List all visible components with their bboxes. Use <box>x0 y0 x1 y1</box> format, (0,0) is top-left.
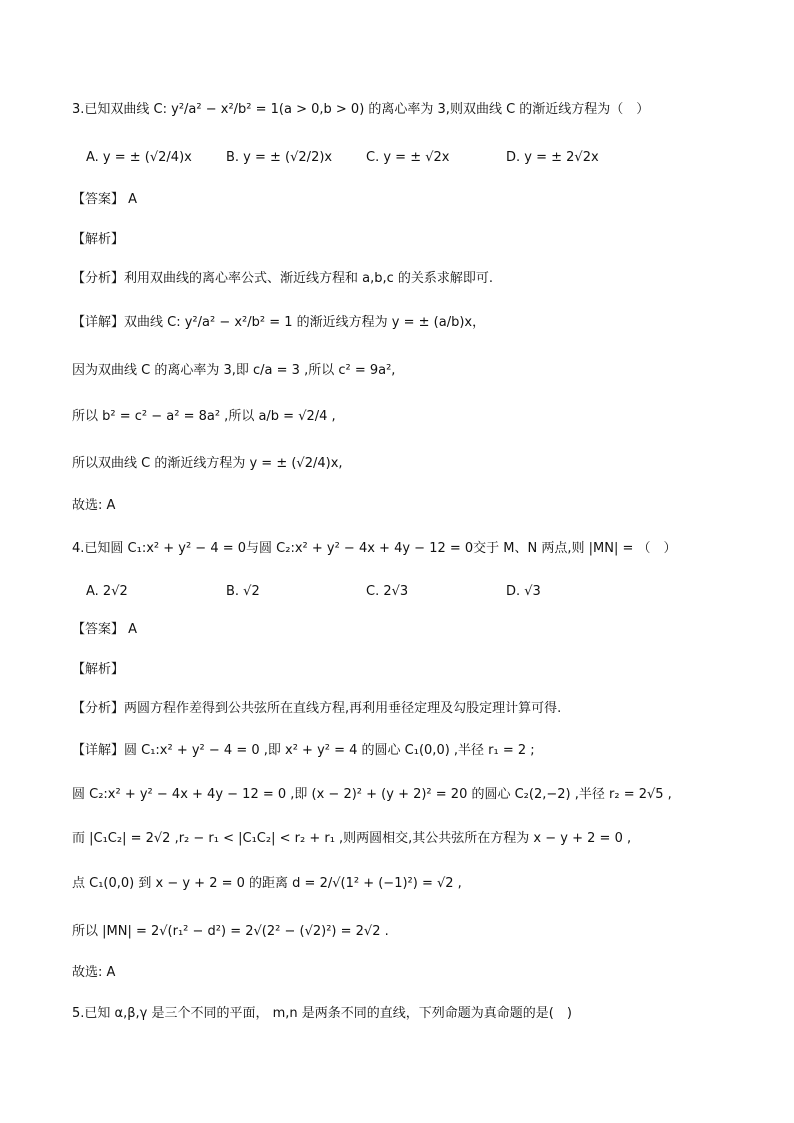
q3-option-d: D. y = ± 2√2x <box>506 150 599 165</box>
q3-jiexi-label: 【解析】 <box>72 232 125 247</box>
q4-choice: 故选: A <box>72 965 116 980</box>
q3-detail-line-1: 【详解】双曲线 C: y²/a² − x²/b² = 1 的渐近线方程为 y = ± (a/b)x， <box>72 315 486 330</box>
q4-analysis: 【分析】两圆方程作差得到公共弦所在直线方程,再利用垂径定理及勾股定理计算可得. <box>72 701 562 716</box>
q4-jiexi-label: 【解析】 <box>72 662 125 677</box>
q3-detail-line-2: 因为双曲线 C 的离心率为 3,即 c/a = 3 ,所以 c² = 9a², <box>72 363 396 378</box>
q4-detail-line-3: 而 |C₁C₂| = 2√2 ,r₂ − r₁ < |C₁C₂| < r₂ + r₁ ,则两圆相交,其公共弦所在方程为 x − y + 2 = 0 , <box>72 831 632 846</box>
q3-answer: 【答案】 A <box>72 192 138 207</box>
q4-stem: 4.已知圆 C₁:x² + y² − 4 = 0与圆 C₂:x² + y² − 4x + 4y − 12 = 0交于 M、N 两点,则 |MN| = （ ） <box>72 541 677 556</box>
q3-option-a: A. y = ± (√2/4)x <box>86 150 192 165</box>
q4-detail-line-4: 点 C₁(0,0) 到 x − y + 2 = 0 的距离 d = 2/√(1² + (−1)²) = √2 , <box>72 876 462 891</box>
q3-stem: 3.已知双曲线 C: y²/a² − x²/b² = 1(a > 0,b > 0) 的离心率为 3,则双曲线 C 的渐近线方程为（ ） <box>72 102 650 117</box>
q4-option-d: D. √3 <box>506 584 541 599</box>
q4-detail-line-1: 【详解】圆 C₁:x² + y² − 4 = 0 ,即 x² + y² = 4 的圆心 C₁(0,0) ,半径 r₁ = 2 ; <box>72 743 535 758</box>
q4-detail-line-5: 所以 |MN| = 2√(r₁² − d²) = 2√(2² − (√2)²) = 2√2 . <box>72 924 389 939</box>
q4-answer: 【答案】 A <box>72 622 138 637</box>
q4-option-a: A. 2√2 <box>86 584 128 599</box>
q4-option-b: B. √2 <box>226 584 260 599</box>
q4-option-c: C. 2√3 <box>366 584 409 599</box>
q5-stem: 5.已知 α,β,γ 是三个不同的平面， m,n 是两条不同的直线，下列命题为真命题的是( ) <box>72 1006 572 1021</box>
q3-option-c: C. y = ± √2x <box>366 150 450 165</box>
q3-choice: 故选: A <box>72 498 116 513</box>
q3-detail-line-4: 所以双曲线 C 的渐近线方程为 y = ± (√2/4)x, <box>72 456 343 471</box>
q3-analysis: 【分析】利用双曲线的离心率公式、渐近线方程和 a,b,c 的关系求解即可. <box>72 271 494 286</box>
q3-detail-line-3: 所以 b² = c² − a² = 8a² ,所以 a/b = √2/4 , <box>72 409 336 424</box>
q4-detail-line-2: 圆 C₂:x² + y² − 4x + 4y − 12 = 0 ,即 (x − 2)² + (y + 2)² = 20 的圆心 C₂(2,−2) ,半径 r₂ = 2√5 , <box>72 787 672 802</box>
q3-option-b: B. y = ± (√2/2)x <box>226 150 333 165</box>
